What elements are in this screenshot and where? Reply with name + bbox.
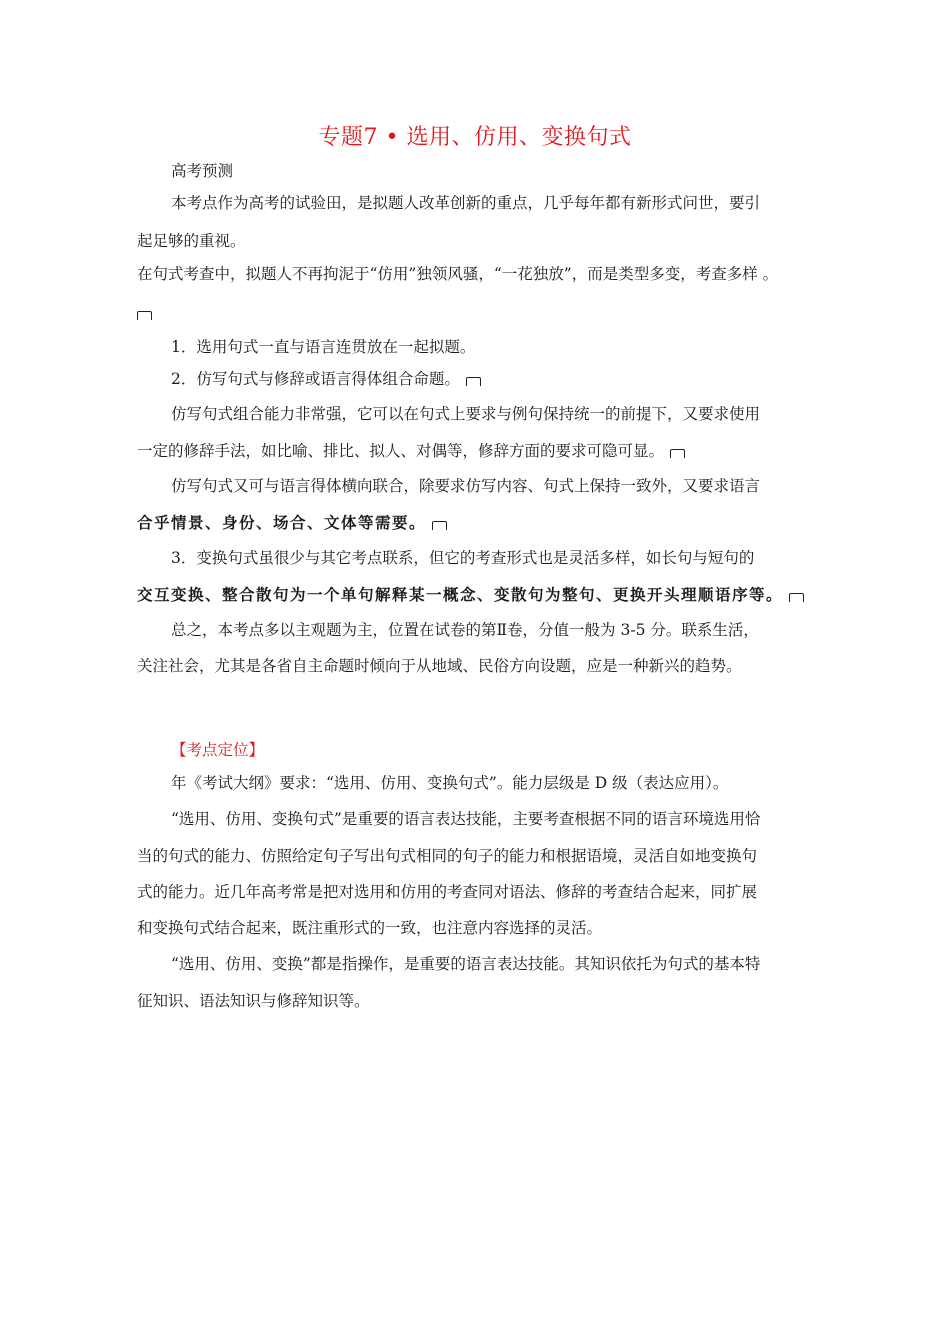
list-item: 3．变换句式虽很少与其它考点联系，但它的考查形式也是灵活多样，如长句与短句的	[171, 549, 755, 567]
edit-mark-icon	[432, 521, 447, 530]
section-heading: 高考预测	[171, 162, 234, 180]
edit-mark-icon	[466, 377, 481, 386]
paragraph-line: 起足够的重视。	[137, 232, 246, 250]
edit-mark-icon	[670, 449, 685, 458]
paragraph-line	[137, 440, 685, 462]
paragraph-line: 年《考试大纲》要求：“选用、仿用、变换句式”。能力层级是 D 级（表达应用）。	[171, 774, 729, 792]
edit-mark-icon	[789, 593, 804, 602]
paragraph-line	[137, 512, 447, 534]
paragraph-text: 一定的修辞手法，如比喻、排比、拟人、对偶等，修辞方面的要求可隐可显。	[137, 442, 665, 460]
paragraph-line: “选用、仿用、变换”都是指操作，是重要的语言表达技能。其知识依托为句式的基本特	[171, 955, 761, 973]
list-item	[137, 584, 804, 606]
paragraph-line: 关注社会，尤其是各省自主命题时倾向于从地域、民俗方向设题，应是一种新兴的趋势。	[137, 657, 742, 675]
paragraph-line: 仿写句式组合能力非常强，它可以在句式上要求与例句保持统一的前提下，又要求使用	[171, 405, 761, 423]
paragraph-line: 当的句式的能力、仿照给定句子写出句式相同的句子的能力和根据语境，灵活自如地变换句	[137, 847, 758, 865]
paragraph-line: 式的能力。近几年高考常是把对选用和仿用的考查同对语法、修辞的考查结合起来，同扩展	[137, 883, 758, 901]
paragraph-line: 在句式考查中，拟题人不再拘泥于“仿用”独领风骚，“一花独放”，而是类型多变，考查多样 。	[137, 265, 779, 283]
paragraph-text: 合乎情景、身份、场合、文体等需要。	[137, 513, 427, 532]
list-item-text: 2．仿写句式与修辞或语言得体组合命题。	[171, 370, 460, 388]
page-title: 专题7 • 选用、仿用、变换句式	[318, 125, 632, 150]
list-item-text: 交互变换、整合散句为一个单句解释某一概念、变散句为整句、更换开头理顺语序等。	[137, 585, 784, 604]
paragraph-line: 仿写句式又可与语言得体横向联合，除要求仿写内容、句式上保持一致外，又要求语言	[171, 477, 761, 495]
paragraph-line: 总之，本考点多以主观题为主，位置在试卷的第Ⅱ卷，分值一般为 3-5 分。联系生活，	[171, 621, 759, 639]
edit-mark-icon	[137, 311, 152, 320]
paragraph-line: 和变换句式结合起来，既注重形式的一致，也注意内容选择的灵活。	[137, 919, 603, 937]
section-heading: 【考点定位】	[171, 741, 265, 759]
paragraph-line: “选用、仿用、变换句式”是重要的语言表达技能，主要考查根据不同的语言环境选用恰	[171, 810, 761, 828]
list-item	[171, 368, 481, 390]
list-item: 1．选用句式一直与语言连贯放在一起拟题。	[171, 338, 476, 356]
paragraph-line: 本考点作为高考的试验田，是拟题人改革创新的重点，几乎每年都有新形式问世，要引	[171, 194, 761, 212]
paragraph-line: 征知识、语法知识与修辞知识等。	[137, 992, 370, 1010]
